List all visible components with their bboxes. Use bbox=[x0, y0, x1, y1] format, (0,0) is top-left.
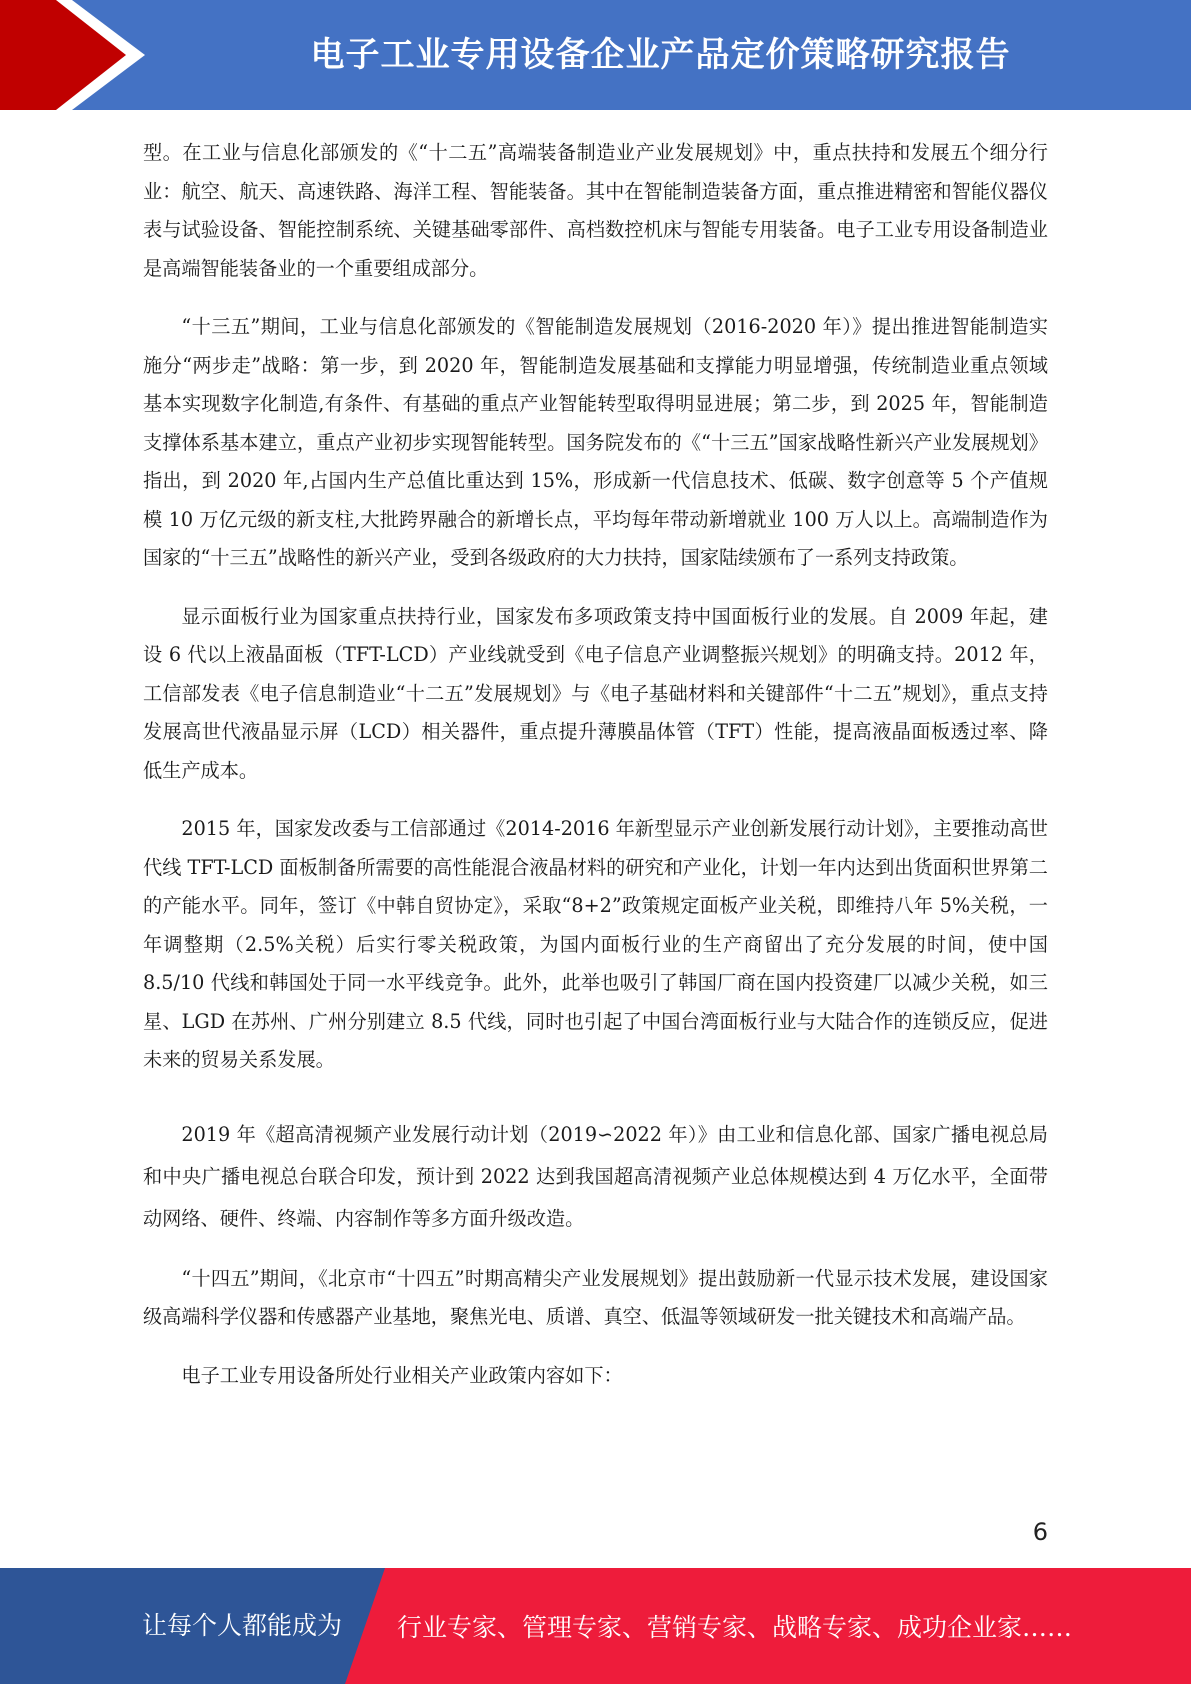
paragraph-7: 电子工业专用设备所处行业相关产业政策内容如下： bbox=[181, 1363, 623, 1387]
footer-slogan-left: 让每个人都能成为 bbox=[142, 1611, 343, 1640]
paragraph-3: 显示面板行业为国家重点扶持行业，国家发布多项政策支持中国面板行业的发展。自 2009 年起，建设 6 代以上液晶面板（TFT-LCD）产业线就受到《电子信息产业调整振兴规划》的明确支持。2012 年，工信部发表《电子信息制造业“十二五”发展规划》与《电子基础材料和关键部件“十二五”规划》，重点支持发展高世代液晶显示屏（LCD）相关器件，重点提升薄膜晶体管（TFT）性能，提高液晶面板透过率、降低生产成本。 bbox=[143, 604, 1048, 782]
page-footer bbox=[0, 1568, 1191, 1684]
paragraph-1: 型。在工业与信息化部颁发的《“十二五”高端装备制造业产业发展规划》中，重点扶持和发展五个细分行业：航空、航天、高速铁路、海洋工程、智能装备。其中在智能制造装备方面，重点推进精密和智能仪器仪表与试验设备、智能控制系统、关键基础零部件、高档数控机床与智能专用装备。电子工业专用设备制造业是高端智能装备业的一个重要组成部分。 bbox=[143, 141, 1048, 280]
paragraph-5: 2019 年《超高清视频产业发展行动计划（2019∽2022 年）》由工业和信息化部、国家广播电视总局和中央广播电视总台联合印发，预计到 2022 达到我国超高清视频产业总体规模达到 4 万亿水平，全面带动网络、硬件、终端、内容制作等多方面升级改造。 bbox=[143, 1122, 1048, 1230]
page-header bbox=[0, 0, 1191, 110]
page-number: 6 bbox=[1032, 1518, 1048, 1546]
paragraph-4: 2015 年，国家发改委与工信部通过《2014-2016 年新型显示产业创新发展行动计划》，主要推动高世代线 TFT-LCD 面板制备所需要的高性能混合液晶材料的研究和产业化，计划一年内达到出货面积世界第二的产能水平。同年，签订《中韩自贸协定》，采取“8+2”政策规定面板产业关税，即维持八年 5%关税，一年调整期（2.5%关税）后实行零关税政策，为国内面板行业的生产商留出了充分发展的时间，使中国 8.5/10 代线和韩国处于同一水平线竞争。此外，此举也吸引了韩国厂商在国内投资建厂以减少关税，如三星、LGD 在苏州、广州分别建立 8.5 代线，同时也引起了中国台湾面板行业与大陆合作的连锁反应，促进未来的贸易关系发展。 bbox=[143, 817, 1048, 1071]
footer-slogan-right: 行业专家、管理专家、营销专家、战略专家、成功企业家…… bbox=[397, 1613, 1073, 1642]
body-text bbox=[143, 134, 1048, 1415]
report-title: 电子工业专用设备企业产品定价策略研究报告 bbox=[310, 35, 1011, 75]
paragraph-2: “十三五”期间，工业与信息化部颁发的《智能制造发展规划（2016-2020 年）》提出推进智能制造实施分“两步走”战略：第一步，到 2020 年，智能制造发展基础和支撑能力明显增强，传统制造业重点领域基本实现数字化制造,有条件、有基础的重点产业智能转型取得明显进展；第二步，到 2025 年，智能制造支撑体系基本建立，重点产业初步实现智能转型。国务院发布的《“十三五”国家战略性新兴产业发展规划》指出，到 2020 年,占国内生产总值比重达到 15%，形成新一代信息技术、低碳、数字创意等 5 个产值规模 10 万亿元级的新支柱,大批跨界融合的新增长点，平均每年带动新增就业 100 万人以上。高端制造作为国家的“十三五”战略性的新兴产业，受到各级政府的大力扶持，国家陆续颁布了一系列支持政策。 bbox=[143, 315, 1048, 569]
paragraph-6: “十四五”期间，《北京市“十四五”时期高精尖产业发展规划》提出鼓励新一代显示技术发展，建设国家级高端科学仪器和传感器产业基地，聚焦光电、质谱、真空、低温等领域研发一批关键技术和高端产品。 bbox=[143, 1266, 1048, 1328]
header-chevron-decoration bbox=[0, 0, 160, 110]
